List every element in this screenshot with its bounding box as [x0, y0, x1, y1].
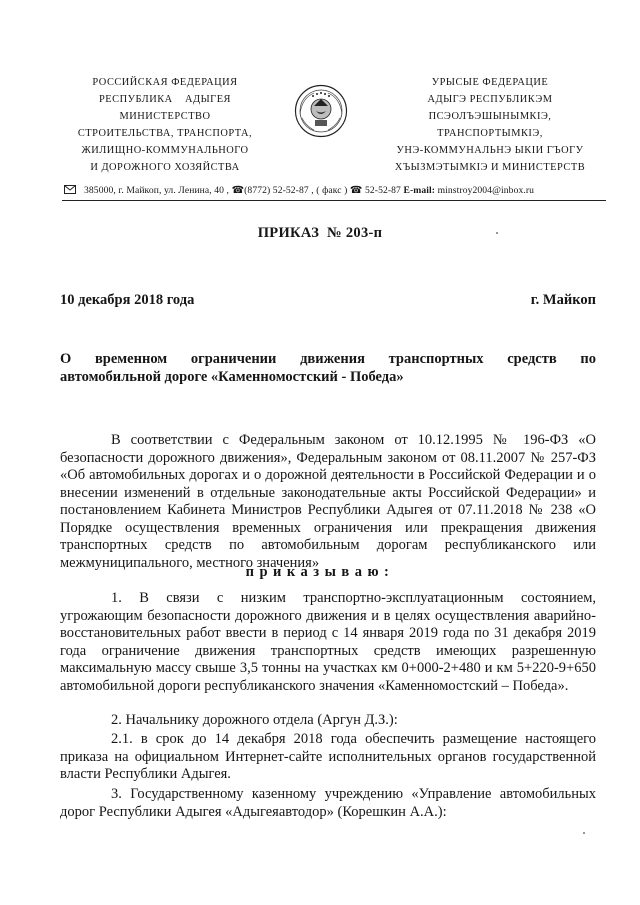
email-link[interactable]: minstroy2004@inbox.ru	[437, 185, 535, 196]
letterhead-left-line: МИНИСТЕРСТВО	[119, 111, 211, 122]
envelope-icon	[64, 185, 76, 194]
phone-icon: ☎	[231, 185, 245, 196]
address-text: 385000, г. Майкоп, ул. Ленина, 40 ,	[84, 185, 230, 196]
scan-speck	[496, 232, 498, 234]
letterhead-left	[60, 74, 270, 176]
letterhead-right-line: УНЭ-КОММУНАЛЬНЭ ЫКIИ ГЪОГУ	[396, 145, 584, 156]
document-title: ПРИКАЗ № 203-п	[257, 225, 383, 241]
letterhead-divider	[62, 200, 606, 201]
letterhead-right-line: УРЫСЫЕ ФЕДЕРАЦИЕ	[431, 77, 549, 88]
document-subject	[60, 350, 596, 386]
subject-line: автомобильной дороге «Каменномостский - Победа»	[60, 369, 404, 385]
letterhead-left-line: ЖИЛИЩНО-КОММУНАЛЬНОГО	[81, 145, 249, 156]
email-label: E-mail:	[403, 185, 436, 196]
orders-heading: приказываю:	[245, 564, 395, 580]
preamble-paragraph: В соответствии с Федеральным законом от 10.12.1995 № 196-ФЗ «О безопасности дорожного движения», Федеральным законом от 08.11.2007 № 257-ФЗ «Об автомобильных дорогах и о дорожной деятельности в Российской Федерации и о внесении изменений в отдельные законодательные акты Российской Федерации» и постановлением Кабинета Министров Республики Адыгея от 07.11.2018 № 238 «О Порядке осуществления временных ограничения или прекращения движения транспортных средств по автомобильным дорогам республиканского или межмуниципального, местного значения»	[60, 432, 596, 571]
paragraph-2-1: 2.1. в срок до 14 декабря 2018 года обеспечить размещение настоящего приказа на официальном Интернет-сайте исполнительных органов государственной власти Республики Адыгея.	[60, 731, 596, 782]
document-city: г. Майкоп	[530, 292, 596, 308]
letterhead-right-line: ПСЭОЛЪЭШЫНЫМКIЭ,	[428, 111, 552, 122]
letterhead-left-line: РОССИЙСКАЯ ФЕДЕРАЦИЯ	[92, 77, 238, 88]
paragraph-2: 2. Начальнику дорожного отдела (Аргун Д.З.):	[111, 712, 398, 728]
paragraph-1: 1. В связи с низким транспортно-эксплуатационным состоянием, угрожающим безопасности дорожного движения и в целях осуществления аварийно-восстановительных работ ввести в период с 14 января 2019 года по 31 декабря 2019 года ограничение движения транспортных средств имеющих разрешенную максимальную массу свыше 3,5 тонны на участках км 0+000-2+480 и км 5+220-9+650 автомобильной дороги республиканского значения «Каменномостский – Победа».	[60, 590, 596, 694]
fax-text: 52-52-87	[364, 185, 401, 196]
phone-text: (8772) 52-52-87	[244, 185, 309, 196]
scan-speck	[583, 832, 585, 834]
contact-line	[64, 185, 604, 196]
letterhead-right-line: ТРАНСПОРТЫМКIЭ,	[437, 128, 543, 139]
letterhead-left-line: РЕСПУБЛИКА АДЫГЕЯ	[99, 94, 231, 105]
letterhead-left-line: СТРОИТЕЛЬСТВА, ТРАНСПОРТА,	[77, 128, 253, 139]
letterhead-left-line: И ДОРОЖНОГО ХОЗЯЙСТВА	[90, 162, 240, 173]
document-date: 10 декабря 2018 года	[60, 292, 195, 308]
letterhead-right-line: АДЫГЭ РЕСПУБЛИКЭМ	[427, 94, 553, 105]
subject-line: О временном ограничении движения транспортных средств по	[60, 351, 596, 367]
coat-of-arms-icon	[294, 84, 348, 138]
fax-label: , ( факс )	[311, 185, 348, 196]
fax-icon: ☎	[349, 185, 363, 196]
paragraph-3: 3. Государственному казенному учреждению «Управление автомобильных дорог Республики Адыгея «Адыгеяавтодор» (Корешкин А.А.):	[60, 786, 596, 820]
letterhead-right-line: ХЪЫЗМЭТЫМКIЭ И МИНИСТЕРСТВ	[394, 162, 586, 173]
letterhead-right	[385, 74, 595, 176]
